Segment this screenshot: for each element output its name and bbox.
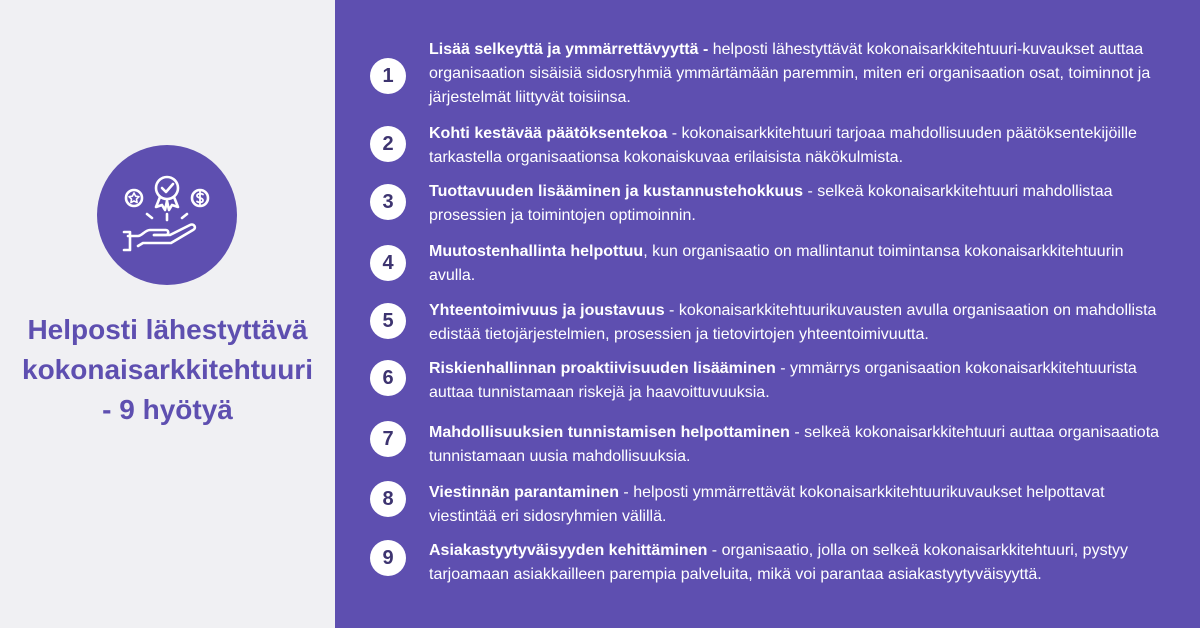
benefit-title: Muutostenhallinta helpottuu bbox=[429, 243, 644, 260]
benefit-description: - helposti ymmärrettävät kokonaisarkkitehtuurikuvaukset helpottavat viestintää eri sidosryhmien välillä. bbox=[429, 484, 1105, 525]
number-badge: 7 bbox=[370, 421, 406, 457]
number-badge: 4 bbox=[370, 245, 406, 281]
number-badge: 6 bbox=[370, 360, 406, 396]
number-badge: 2 bbox=[370, 126, 406, 162]
benefit-description: - organisaatio, jolla on selkeä kokonaisarkkitehtuuri, pystyy tarjoamaan asiakkailleen parempia palveluita, mikä voi parantaa asiakastyytyväisyyttä. bbox=[429, 542, 1129, 583]
left-panel bbox=[0, 0, 335, 628]
benefit-text bbox=[429, 38, 1169, 110]
benefit-description: - kokonaisarkkitehtuurikuvausten avulla organisaation on mahdollista edistää tietojärjestelmien, prosessien ja tietovirtojen yhteentoimivuutta. bbox=[429, 302, 1157, 343]
hand-award-icon bbox=[97, 145, 237, 285]
benefit-title: Asiakastyytyväisyyden kehittäminen bbox=[429, 542, 708, 559]
title-line-1: Helposti lähestyttävä bbox=[27, 314, 308, 345]
benefit-text bbox=[429, 299, 1169, 347]
benefit-text bbox=[429, 122, 1169, 170]
benefit-title: Viestinnän parantaminen bbox=[429, 484, 619, 501]
benefit-title: Yhteentoimivuus ja joustavuus bbox=[429, 302, 665, 319]
benefit-text bbox=[429, 539, 1169, 587]
benefit-description: - selkeä kokonaisarkkitehtuuri auttaa organisaatiota tunnistamaan uusia mahdollisuuksia. bbox=[429, 424, 1160, 465]
benefit-text bbox=[429, 240, 1169, 288]
benefit-text bbox=[429, 357, 1169, 405]
title-line-3: - 9 hyötyä bbox=[102, 394, 233, 425]
benefit-description: - kokonaisarkkitehtuuri tarjoaa mahdollisuuden päätöksentekijöille tarkastella organisaationsa kokonaiskuvaa erilaisista näkökulmista. bbox=[429, 125, 1137, 166]
number-badge: 1 bbox=[370, 58, 406, 94]
benefit-title: Kohti kestävää päätöksentekoa bbox=[429, 125, 668, 142]
benefit-title: Mahdollisuuksien tunnistamisen helpottaminen bbox=[429, 424, 790, 441]
benefit-description: - selkeä kokonaisarkkitehtuuri mahdollistaa prosessien ja toimintojen optimoinnin. bbox=[429, 183, 1113, 224]
benefit-description: , kun organisaatio on mallintanut toimintansa kokonaisarkkitehtuurin avulla. bbox=[429, 243, 1124, 284]
benefit-description: helposti lähestyttävät kokonaisarkkitehtuuri-kuvaukset auttaa organisaation sisäisiä sidosryhmiä ymmärtämään paremmin, miten eri organisaation osat, toiminnot ja järjestelmät liittyvät toisiinsa. bbox=[429, 41, 1151, 106]
benefit-text bbox=[429, 421, 1169, 469]
number-badge: 8 bbox=[370, 481, 406, 517]
number-badge: 9 bbox=[370, 540, 406, 576]
benefits-panel bbox=[335, 0, 1200, 628]
page-title bbox=[0, 310, 335, 430]
number-badge: 3 bbox=[370, 184, 406, 220]
benefit-title: Riskienhallinnan proaktiivisuuden lisääminen bbox=[429, 360, 776, 377]
benefit-text bbox=[429, 481, 1169, 529]
benefit-description: - ymmärrys organisaation kokonaisarkkitehtuurista auttaa tunnistamaan riskejä ja haavoittuvuuksia. bbox=[429, 360, 1137, 401]
benefit-title: Tuottavuuden lisääminen ja kustannustehokkuus bbox=[429, 183, 803, 200]
title-line-2: kokonaisarkkitehtuuri bbox=[22, 354, 313, 385]
benefit-text bbox=[429, 180, 1169, 228]
benefit-title: Lisää selkeyttä ja ymmärrettävyyttä - bbox=[429, 41, 709, 58]
number-badge: 5 bbox=[370, 303, 406, 339]
